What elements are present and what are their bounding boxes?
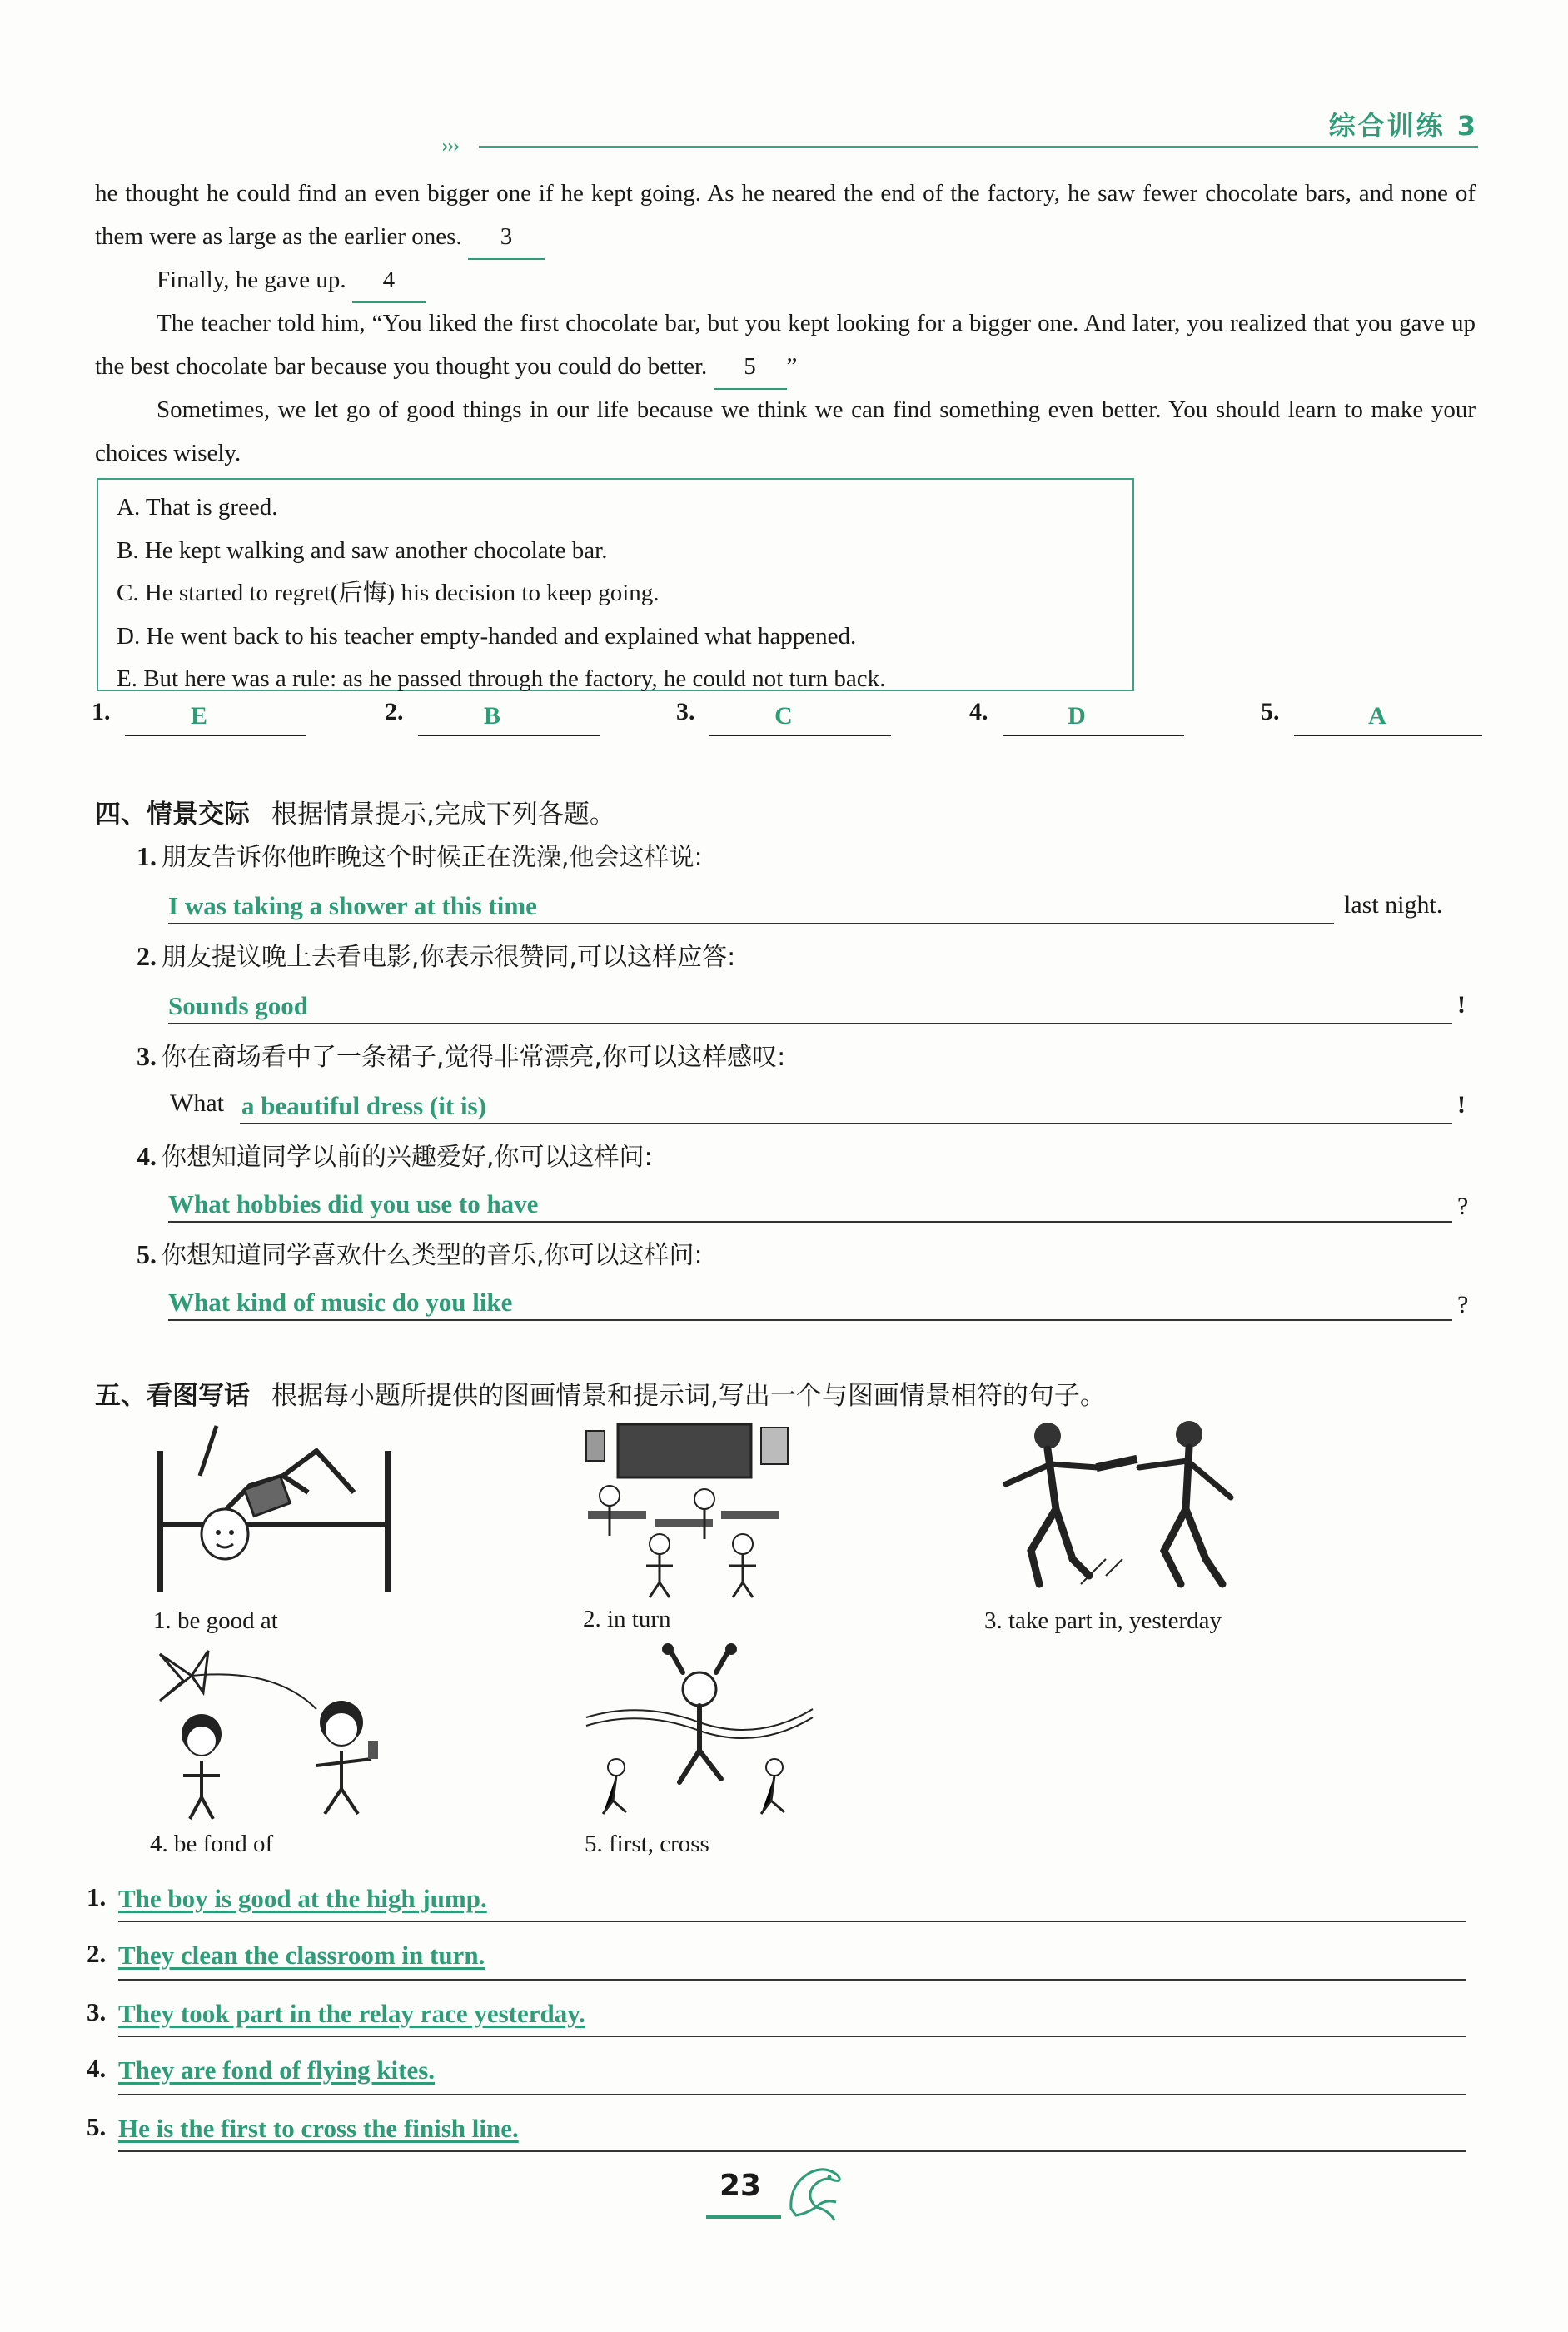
- blank-4: 4: [352, 258, 426, 303]
- situation-suffix-5: ?: [1457, 1291, 1469, 1318]
- header-rule: [479, 146, 1478, 148]
- option-e: E. But here was a rule: as he passed through the factory, he could not turn back.: [117, 665, 886, 692]
- classroom-cleaning-illustration: [580, 1419, 796, 1602]
- writing-line: [118, 2150, 1466, 2152]
- answer-number: 1.: [92, 698, 111, 725]
- picture-caption-2: 2. in turn: [583, 1606, 671, 1632]
- answer-line: [168, 923, 1334, 924]
- situation-answer-2: Sounds good: [168, 991, 309, 1020]
- answer-line: [1294, 735, 1482, 736]
- writing-number-5: 5.: [87, 2112, 107, 2141]
- blank-5: 5: [714, 345, 787, 390]
- writing-line: [118, 2036, 1466, 2037]
- writing-answer-3: They took part in the relay race yesterday.: [118, 1999, 585, 2028]
- flying-kites-illustration: [150, 1642, 408, 1826]
- situation-suffix-2: !: [1457, 991, 1466, 1019]
- answer-line: [418, 735, 600, 736]
- option-c: C. He started to regret(后悔) his decision to keep going.: [117, 580, 660, 606]
- situation-suffix-1: last night.: [1344, 891, 1443, 919]
- writing-answer-5: He is the first to cross the finish line.: [118, 2114, 519, 2143]
- header-title: 综合训练 3: [1328, 110, 1478, 142]
- relay-race-illustration: [981, 1418, 1264, 1601]
- picture-caption-5: 5. first, cross: [585, 1831, 709, 1857]
- writing-answer-1: The boy is good at the high jump.: [118, 1884, 487, 1913]
- finish-line-illustration: [583, 1642, 816, 1826]
- situation-answer-5: What kind of music do you like: [168, 1288, 513, 1317]
- writing-number-4: 4.: [87, 2054, 107, 2083]
- situation-prompt-1: 1. 朋友告诉你他昨晚这个时候正在洗澡,他会这样说:: [137, 841, 703, 872]
- picture-caption-3: 3. take part in, yesterday: [984, 1607, 1222, 1634]
- answer-number: 3.: [676, 698, 695, 725]
- writing-line: [118, 1979, 1466, 1981]
- answer-line: [1003, 735, 1184, 736]
- option-a: A. That is greed.: [117, 494, 278, 521]
- writing-number-1: 1.: [87, 1882, 107, 1911]
- answer-value: E: [190, 702, 207, 730]
- answer-number: 4.: [969, 698, 988, 725]
- answer-number: 2.: [385, 698, 404, 725]
- header-arrows: ›››: [441, 137, 459, 157]
- answer-value: B: [483, 702, 500, 730]
- situation-answer-3: a beautiful dress (it is): [241, 1091, 486, 1120]
- writing-line: [118, 1921, 1466, 1922]
- high-jump-illustration: [150, 1418, 400, 1601]
- section-4-heading: 四、情景交际 根据情景提示,完成下列各题。: [95, 800, 615, 830]
- situation-prompt-5: 5. 你想知道同学喜欢什么类型的音乐,你可以这样问:: [137, 1239, 703, 1270]
- answer-row: [92, 698, 1482, 740]
- answer-value: A: [1368, 702, 1386, 730]
- situation-answer-1: I was taking a shower at this time: [168, 891, 537, 920]
- answer-line: [709, 735, 891, 736]
- answer-line: [168, 1023, 1452, 1024]
- situation-suffix-3: !: [1457, 1091, 1466, 1119]
- situation-suffix-4: ?: [1457, 1193, 1469, 1220]
- option-b: B. He kept walking and saw another chocolate bar.: [117, 536, 608, 564]
- situation-prefix-3: What: [170, 1089, 224, 1117]
- situation-answer-4: What hobbies did you use to have: [168, 1189, 539, 1218]
- option-d: D. He went back to his teacher empty-handed and explained what happened.: [117, 622, 857, 650]
- passage-paragraph-2: Finally, he gave up. 4: [95, 258, 1476, 303]
- situation-prompt-4: 4. 你想知道同学以前的兴趣爱好,你可以这样问:: [137, 1141, 653, 1172]
- picture-caption-4: 4. be fond of: [150, 1831, 274, 1857]
- writing-number-2: 2.: [87, 1939, 107, 1968]
- passage-paragraph-4: Sometimes, we let go of good things in our life because we think we can find something even better. You should learn to make your choices wisely.: [95, 396, 1476, 466]
- situation-prompt-2: 2. 朋友提议晚上去看电影,你表示很赞同,可以这样应答:: [137, 941, 736, 972]
- situation-prompt-3: 3. 你在商场看中了一条裙子,觉得非常漂亮,你可以这样感叹:: [137, 1041, 786, 1072]
- passage-paragraph-3: The teacher told him, “You liked the first chocolate bar, but you kept looking for a bigger one. And later, you realized that you gave up the best chocolate bar because you thought you could do better. 5 ”: [95, 301, 1476, 390]
- answer-value: C: [774, 702, 793, 730]
- writing-answer-2: They clean the classroom in turn.: [118, 1941, 485, 1970]
- answer-number: 5.: [1261, 698, 1280, 725]
- writing-number-3: 3.: [87, 1997, 107, 2026]
- picture-caption-1: 1. be good at: [153, 1607, 278, 1634]
- page-number: 23: [719, 2169, 762, 2203]
- blank-3: 3: [468, 215, 545, 260]
- answer-line: [168, 1221, 1452, 1223]
- section-5-heading: 五、看图写话 根据每小题所提供的图画情景和提示词,写出一个与图画情景相符的句子。: [95, 1381, 1106, 1411]
- answer-line: [125, 735, 306, 736]
- answer-value: D: [1068, 702, 1086, 730]
- answer-line: [168, 1319, 1452, 1321]
- page-number-underline: [706, 2215, 781, 2219]
- dolphin-icon: [783, 2159, 849, 2225]
- passage-paragraph-1: he thought he could find an even bigger one if he kept going. As he neared the end of the factory, he saw fewer chocolate bars, and none of them were as large as the earlier ones. 3: [95, 172, 1476, 260]
- writing-line: [118, 2094, 1466, 2095]
- answer-line: [240, 1123, 1452, 1124]
- options-box: [97, 478, 1134, 691]
- writing-answer-4: They are fond of flying kites.: [118, 2055, 436, 2085]
